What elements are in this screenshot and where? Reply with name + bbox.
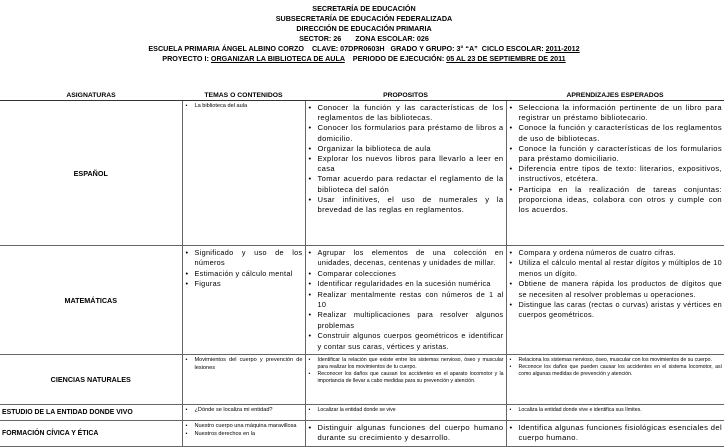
table-row bbox=[0, 355, 724, 405]
header-line-school bbox=[0, 44, 728, 54]
list-item: • ¿Dónde se localiza mi entidad? bbox=[185, 407, 303, 415]
subject-cell: FORMACIÓN CÍVICA Y ÉTICA bbox=[0, 421, 182, 447]
list-item: • Identifica algunas funciones fisiológicas esenciales del cuerpo humano. bbox=[509, 423, 723, 443]
list-item: • Figuras bbox=[185, 279, 303, 289]
header-topics: TEMAS O CONTENIDOS bbox=[182, 91, 305, 101]
purposes-cell bbox=[305, 405, 506, 421]
header-line-subsecretaria: SUBSECRETARÍA DE EDUCACIÓN FEDERALIZADA bbox=[275, 14, 453, 23]
list-item: • Localizar la entidad donde se vive bbox=[308, 407, 504, 414]
school-info: ESCUELA PRIMARIA ÁNGEL ALBINO CORZO CLAVE: 07DPR0603H GRADO Y GRUPO: 3° “A” CICLO ESCOLAR: bbox=[148, 44, 546, 53]
project-prefix: PROYECTO I: bbox=[162, 54, 211, 63]
header-subjects: ASIGNATURAS bbox=[0, 91, 182, 101]
list-item: • Compara y ordena números de cuatro cifras. bbox=[509, 248, 723, 258]
topics-cell bbox=[182, 246, 305, 355]
list-item: • Utiliza el cálculo mental al restar dígitos y múltiplos de 10 menos un dígito. bbox=[509, 258, 723, 279]
header-line-sector: SECTOR: 26 ZONA ESCOLAR: 026 bbox=[299, 34, 429, 43]
list-item: • Conoce la función y características de los reglamentos de uso de bibliotecas. bbox=[509, 123, 723, 143]
learnings-cell bbox=[506, 246, 724, 355]
list-item: • Nuestro cuerpo una máquina maravillosa bbox=[185, 423, 303, 431]
list-item: • Nuestros derechos en la bbox=[185, 431, 303, 439]
purposes-cell bbox=[305, 355, 506, 405]
subject-cell: ESTUDIO DE LA ENTIDAD DONDE VIVO bbox=[0, 405, 182, 421]
period-label: PERIODO DE EJECUCIÓN: bbox=[344, 54, 447, 63]
subject-cell: MATEMÁTICAS bbox=[0, 246, 182, 355]
header-line-secretaria: SECRETARÍA DE EDUCACIÓN bbox=[312, 4, 416, 13]
table-row bbox=[0, 101, 724, 246]
list-item: • Diferencia entre tipos de texto: literarios, expositivos, instructivos, etcétera. bbox=[509, 164, 723, 184]
period-value: 05 AL 23 DE SEPTIEMBRE DE 2011 bbox=[446, 54, 566, 63]
topics-cell bbox=[182, 405, 305, 421]
list-item: • Reconoce los daños que pueden causar los accidentes en el sistema locomotor, así como algunas medidas de prevención y atención. bbox=[509, 364, 723, 378]
list-item: • Conocer los formularios para préstamo de libros a domicilio. bbox=[308, 123, 504, 143]
list-item: • Agrupar los elementos de una colección en unidades, decenas, centenas y unidades de millar. bbox=[308, 248, 504, 269]
learnings-cell bbox=[506, 421, 724, 447]
topics-cell bbox=[182, 355, 305, 405]
list-item: • Explorar los nuevos libros para llevarlo a leer en casa bbox=[308, 154, 504, 174]
table-row bbox=[0, 421, 724, 447]
table-row bbox=[0, 405, 724, 421]
list-item: • Realizar multiplicaciones para resolver algunos problemas bbox=[308, 310, 504, 331]
list-item: • Conoce la función y características de los formularios para préstamo domiciliario. bbox=[509, 144, 723, 164]
list-item: • Distinguir algunas funciones del cuerpo humano durante su crecimiento y desarrollo. bbox=[308, 423, 504, 443]
list-item: • Organizar la biblioteca de aula bbox=[308, 144, 504, 154]
table-row bbox=[0, 246, 724, 355]
learnings-cell bbox=[506, 355, 724, 405]
list-item: • Tomar acuerdo para redactar el reglamento de la biblioteca del salón bbox=[308, 174, 504, 194]
learnings-cell bbox=[506, 101, 724, 246]
header-purposes: PROPOSITOS bbox=[305, 91, 506, 101]
list-item: • Participa en la realización de tareas conjuntas: proporciona ideas, colabora con otros y cumple con los acuerdos. bbox=[509, 185, 723, 216]
school-cycle: 2011-2012 bbox=[545, 44, 580, 53]
topics-cell bbox=[182, 101, 305, 246]
planning-table bbox=[0, 91, 724, 447]
list-item: • Reconocer los daños que causan los accidentes en el aparato locomotor y la importancia de llevar a cabo medidas para su prevención y atención. bbox=[308, 371, 504, 385]
list-item: • Conocer la función y las características de los reglamentos de las bibliotecas. bbox=[308, 103, 504, 123]
header-line-direccion: DIRECCIÓN DE EDUCACIÓN PRIMARIA bbox=[296, 24, 432, 33]
table-header-row bbox=[0, 91, 724, 101]
list-item: • Selecciona la información pertinente de un libro para registrar un préstamo bibliotecario. bbox=[509, 103, 723, 123]
purposes-cell bbox=[305, 246, 506, 355]
list-item: • Comparar colecciones bbox=[308, 269, 504, 279]
list-item: • Estimación y cálculo mental bbox=[185, 269, 303, 279]
list-item: • Realizar mentalmente restas con números de 1 al 10 bbox=[308, 290, 504, 311]
subject-cell: CIENCIAS NATURALES bbox=[0, 355, 182, 405]
list-item: • Movimientos del cuerpo y prevención de lesiones bbox=[185, 357, 303, 372]
purposes-cell bbox=[305, 101, 506, 246]
header-line-project bbox=[0, 54, 728, 64]
document-header bbox=[0, 4, 728, 64]
purposes-cell bbox=[305, 421, 506, 447]
list-item: • Construir algunos cuerpos geométricos e identificar y contar sus caras, vértices y aristas. bbox=[308, 331, 504, 352]
list-item: • Identificar regularidades en la sucesión numérica bbox=[308, 279, 504, 289]
list-item: • Localiza la entidad donde vive e identifica sus límites. bbox=[509, 407, 723, 414]
list-item: • Usar infinitives, el uso de numerales y la brevedad de las reglas en reglamentos. bbox=[308, 195, 504, 215]
topics-cell bbox=[182, 421, 305, 447]
header-learnings: APRENDIZAJES ESPERADOS bbox=[506, 91, 724, 101]
list-item: • Obtiene de manera rápida los productos de dígitos que se necesiten al resolver problemas u operaciones. bbox=[509, 279, 723, 300]
list-item: • Identificar la relación que existe entre los sistemas nervioso, óseo y muscular para realizar los movimientos de tu cuerpo. bbox=[308, 357, 504, 371]
list-item: • Relaciona los sistemas nervioso, óseo, muscular con los movimientos de su cuerpo. bbox=[509, 357, 723, 364]
subject-cell: ESPAÑOL bbox=[0, 101, 182, 246]
learnings-cell bbox=[506, 405, 724, 421]
list-item: • Significado y uso de los números bbox=[185, 248, 303, 269]
project-name: ORGANIZAR LA BIBLIOTECA DE AULA bbox=[210, 54, 345, 63]
list-item: • La biblioteca del aula bbox=[185, 103, 303, 111]
list-item: • Distingue las caras (rectas o curvas) aristas y vértices en cuerpos geométricos. bbox=[509, 300, 723, 321]
